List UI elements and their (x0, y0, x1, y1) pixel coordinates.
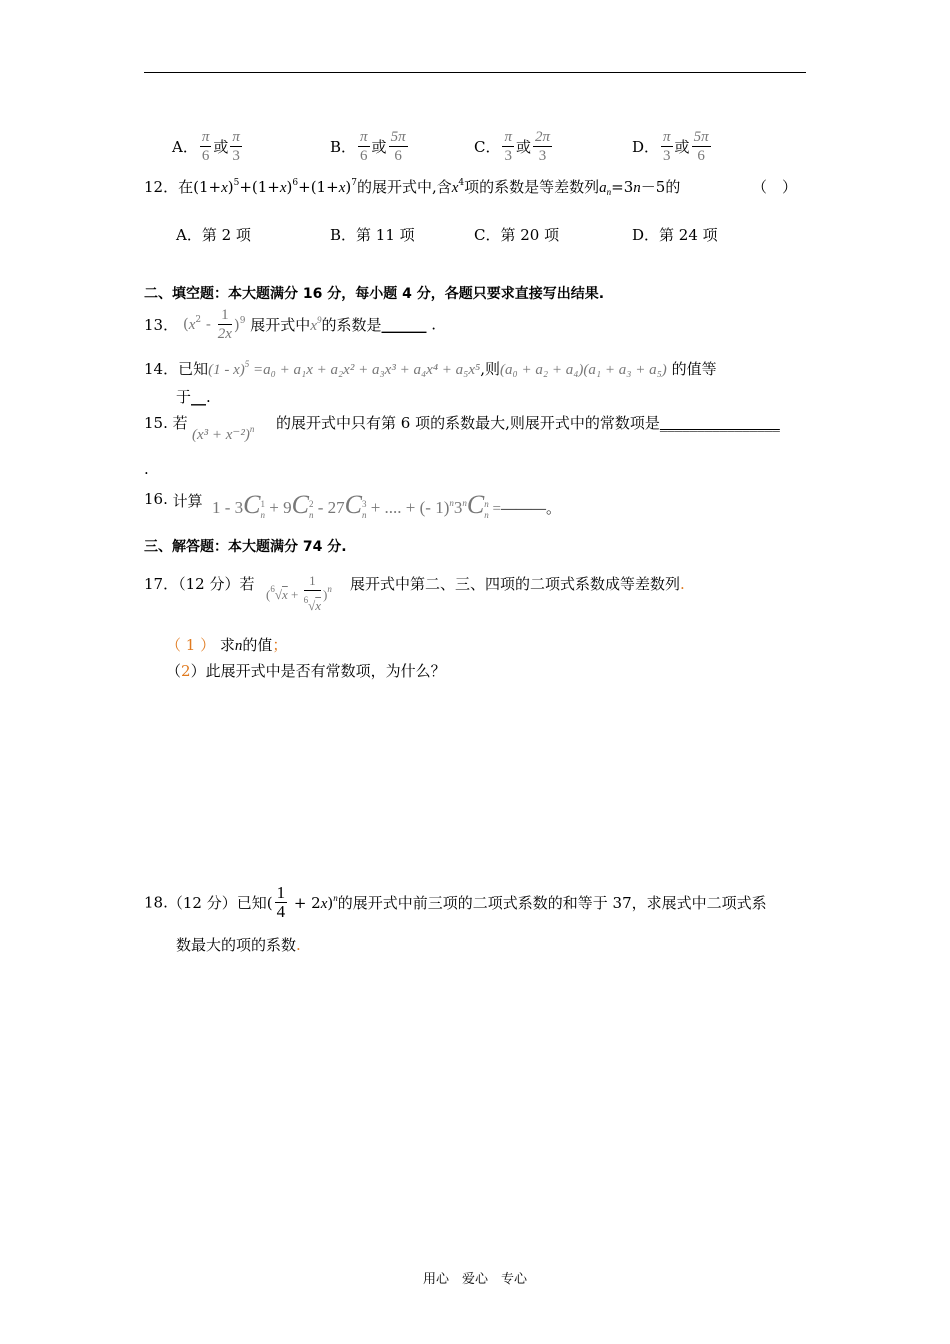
numerator: π (504, 129, 512, 145)
subscript: n (484, 509, 489, 520)
var: x (315, 598, 322, 613)
option-label: D． (632, 138, 660, 156)
question-number: 18. (144, 893, 168, 912)
section-3-title: 三、解答题：本大题满分 74 分. (144, 539, 347, 555)
exponent: 6 (292, 178, 299, 188)
or-text: 或 (371, 138, 387, 156)
q11-option-a (172, 128, 244, 165)
numerator: 5π (390, 129, 406, 145)
text: 。 (545, 501, 561, 517)
denominator: 3 (232, 148, 240, 164)
denominator: 3 (538, 148, 547, 164)
plus: + (287, 587, 302, 602)
text: 项的系数是等差数列 (464, 178, 600, 196)
question-number: 17． (144, 575, 179, 593)
text: 的值 (242, 636, 273, 654)
exponent: n (333, 892, 338, 903)
question-number: 16. (144, 490, 168, 508)
or-text: 或 (674, 138, 690, 156)
header-rule (144, 72, 806, 73)
page-footer: 用心 爱心 专心 (422, 1272, 527, 1287)
q11-option-d (632, 128, 713, 165)
plus: + 2 (289, 893, 321, 912)
expr-open: ($^6$√x + (266, 584, 302, 602)
text: －5的 (640, 178, 681, 196)
text: 已知 (178, 360, 209, 378)
var: x (310, 317, 317, 334)
question-18 (144, 884, 767, 921)
paren: ( (266, 587, 271, 602)
q12-option-d: D．第 24 项 (632, 226, 718, 244)
exponent: 4 (458, 178, 465, 188)
paren: ) (323, 587, 328, 602)
exponent: n (449, 498, 454, 508)
fraction (661, 128, 673, 165)
or-text: 或 (213, 138, 229, 156)
binomial-c: C (291, 490, 309, 519)
term: + .... + (- 1) (366, 498, 450, 517)
text: 的系数是 (321, 316, 382, 334)
option-label: C． (474, 138, 501, 156)
text: +(1+ (298, 178, 339, 196)
superscript: 3 (361, 498, 367, 509)
numerator: 1 (218, 306, 232, 325)
expression (208, 359, 481, 378)
fraction (692, 128, 711, 165)
question-13 (144, 306, 436, 343)
q17-part-1 (166, 634, 287, 655)
denominator: 6 (697, 148, 705, 164)
text: （12 分）已知( (167, 894, 273, 912)
q12-option-a: A．第 2 项 (176, 226, 251, 244)
subscript: n (260, 509, 266, 520)
part-label: ） (190, 662, 206, 680)
denominator: 3 (504, 148, 512, 164)
text: 的展开式中前三项的二项式系数的和等于 37，求展式中二项式系 (337, 894, 767, 912)
question-12-stem (144, 176, 680, 197)
exponent: 5 (244, 359, 250, 369)
text: ； (272, 636, 288, 654)
question-number: 15. 若 (144, 414, 188, 432)
equals: = (488, 501, 501, 517)
text: . (206, 388, 211, 406)
text: 在(1+ (178, 178, 222, 196)
subscript: n (606, 187, 612, 197)
text: ) (227, 178, 234, 196)
denominator: $^6$√x (303, 595, 322, 613)
text: 的展开式中,含 (356, 178, 452, 196)
var: x (451, 180, 459, 196)
exponent: n (327, 584, 332, 594)
numerator: 5π (693, 129, 709, 145)
q12-option-c: C．第 20 项 (474, 226, 560, 244)
part-label: （ (166, 662, 182, 680)
option-label: A． (172, 138, 198, 156)
numerator: 1 (304, 572, 321, 591)
question-17-text (350, 573, 685, 594)
paren: ) (233, 315, 240, 334)
numerator: 2π (535, 129, 551, 145)
numerator: 1 (276, 883, 286, 902)
fraction (275, 884, 288, 921)
numerator: π (232, 129, 240, 145)
text: ) (345, 178, 352, 196)
text: 的值等 (666, 360, 717, 378)
exponent: 2 (195, 315, 202, 325)
var: a (599, 180, 607, 196)
term: 1 - 3 (212, 498, 244, 517)
denominator: 6 (360, 148, 368, 164)
fraction (358, 128, 370, 165)
binomial-c: C (243, 490, 261, 519)
text: . (680, 575, 685, 593)
numerator: π (201, 129, 210, 145)
var: x (279, 180, 287, 196)
subscript: n (308, 509, 314, 520)
expr-close (323, 584, 332, 602)
denominator: 6 (201, 148, 210, 164)
q15-expression (192, 424, 254, 444)
subscript: n (361, 509, 367, 520)
expression (183, 315, 216, 333)
text: . (296, 936, 301, 954)
expression-close (234, 316, 246, 334)
denominator: 4 (276, 902, 286, 921)
q12-option-b: B．第 11 项 (330, 226, 415, 244)
q11-option-b (330, 128, 410, 165)
question-16 (144, 490, 203, 511)
fraction (502, 128, 514, 165)
paren: ) (327, 893, 334, 912)
text: ) (286, 178, 293, 196)
section-2-title: 二、填空题：本大题满分 16 分，每小题 4 分，各题只要求直接写出结果. (144, 286, 605, 302)
var: x (281, 587, 288, 602)
text: ,则 (480, 360, 501, 378)
text: =3 (611, 178, 634, 196)
text: 的展开式中只有第 6 项的系数最大,则展开式中的常数项是 (276, 414, 660, 432)
binomial-c: C (344, 490, 362, 519)
fraction (230, 128, 242, 165)
var: x (320, 895, 328, 912)
superscript: n (484, 498, 489, 509)
superscript: 1 (260, 498, 266, 509)
var: n (633, 180, 641, 196)
q16-expression (212, 490, 561, 521)
denominator: 2x (217, 326, 232, 342)
fraction (533, 128, 552, 165)
text: 求 (219, 636, 235, 654)
question-17 (144, 573, 254, 594)
question-14-line2 (176, 386, 211, 407)
or-text: 或 (516, 138, 532, 156)
var: x (188, 317, 196, 333)
exponent: 7 (351, 178, 357, 188)
exponent: 9 (316, 314, 322, 325)
question-15 (144, 412, 188, 433)
numerator: π (360, 129, 368, 145)
text: 于 (176, 388, 192, 406)
equation: =a₀ + a₁x + a₂x² + a₃x³ + a₄x⁴ + a₅x⁵ (249, 362, 481, 378)
text: 展开式中第二、三、四项的二项式系数成等差数列 (350, 575, 681, 593)
question-number: 14． (144, 360, 179, 378)
root-index: 6 (270, 584, 275, 594)
expr: (1 - x) (208, 362, 245, 378)
question-15-text (276, 412, 780, 433)
q15-dot: . (144, 460, 149, 478)
answer-blank[interactable]: ________________ (659, 414, 780, 432)
question-number: 13． (144, 316, 179, 334)
q11-option-c (474, 128, 554, 165)
answer-blank[interactable]: ______ (381, 315, 427, 334)
question-number: 12． (144, 178, 179, 196)
term: + 9 (265, 498, 292, 517)
text: 计算 (172, 492, 203, 510)
var: n (234, 638, 243, 654)
text: 数最大的项的系数 (176, 936, 297, 954)
expr: (x³ + x⁻²) (192, 427, 250, 443)
paren: ( (182, 315, 189, 333)
term: - 27 (313, 498, 345, 517)
text: . (426, 315, 437, 334)
exponent: 5 (233, 178, 240, 188)
var: x (338, 180, 346, 196)
denominator: 3 (663, 148, 671, 164)
denominator: 6 (394, 148, 402, 164)
part-number: 2 (181, 662, 191, 680)
answer-paren: （ ） (752, 178, 798, 196)
var: x (221, 180, 228, 196)
binomial-c: C (466, 490, 485, 519)
fraction (218, 306, 232, 343)
expression: (a₀ + a₂ + a₄)(a₁ + a₃ + a₅) (500, 362, 667, 378)
q17-part-2 (166, 660, 446, 681)
exponent: n (462, 498, 467, 508)
text: 此展开式中是否有常数项，为什么？ (205, 662, 446, 680)
exponent: n (249, 424, 255, 434)
q17-expression (266, 572, 332, 615)
answer-blank[interactable]: __ (191, 388, 207, 406)
fraction (304, 572, 321, 615)
numerator: π (663, 129, 671, 145)
answer-blank[interactable]: ——— (500, 501, 546, 517)
option-label: B． (330, 138, 357, 156)
fraction (389, 128, 408, 165)
minus: - (201, 315, 216, 333)
exponent: 9 (239, 315, 246, 326)
superscript: 2 (308, 498, 314, 509)
term: 3 (453, 498, 463, 517)
question-18-line2 (176, 934, 301, 955)
text: （12 分）若 (178, 575, 255, 593)
fraction (200, 128, 212, 165)
question-14 (144, 358, 717, 379)
text: 展开式中 (250, 316, 311, 334)
root-index: 6 (303, 595, 309, 605)
part-label: （ 1 ） (166, 636, 216, 654)
var (310, 314, 322, 334)
expression (289, 894, 338, 912)
text: +(1+ (239, 178, 280, 196)
